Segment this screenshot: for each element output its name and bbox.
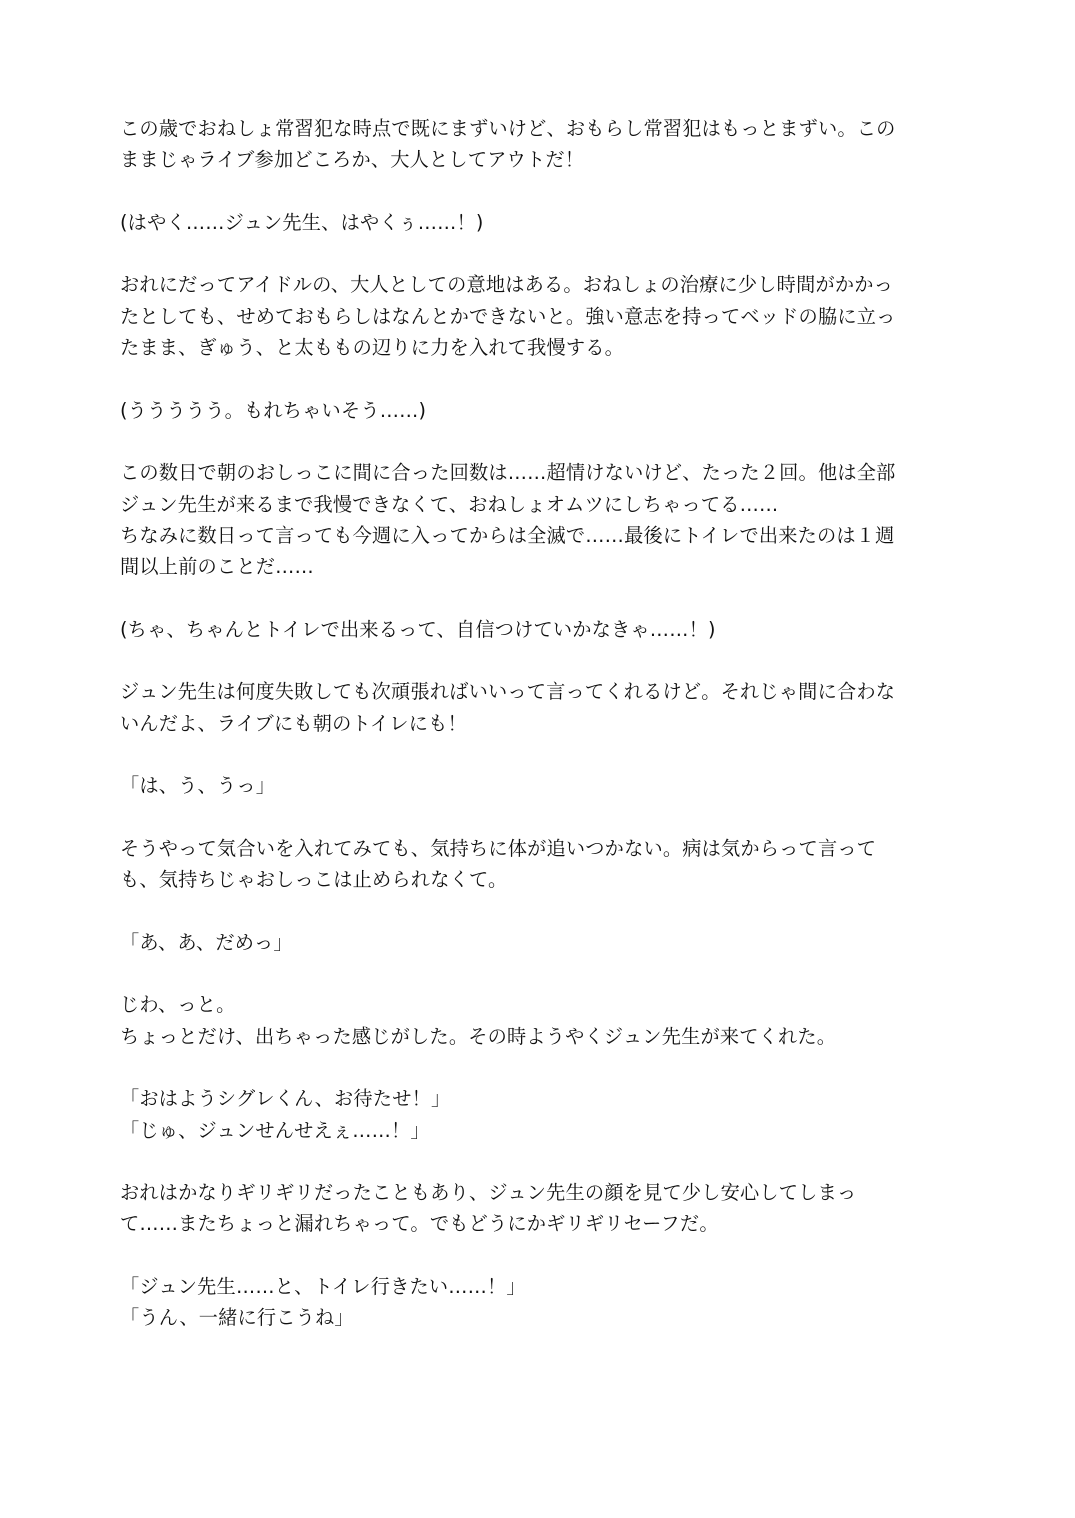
text-line: ジュン先生は何度失敗しても次頑張ればいいって言ってくれるけど。それじゃ間に合わな <box>120 680 896 704</box>
text-line: 「ジュン先生……と、トイレ行きたい……！」 <box>120 1274 526 1298</box>
text-line: て……またちょっと漏れちゃって。でもどうにかギリギリセーフだ。 <box>120 1212 719 1236</box>
paragraph-6 <box>120 614 980 645</box>
paragraph-8 <box>120 770 980 801</box>
text-line: 間以上前のことだ…… <box>120 555 314 579</box>
text-line: たまま、ぎゅう、と太ももの辺りに力を入れて我慢する。 <box>120 336 625 360</box>
paragraph-10 <box>120 927 980 958</box>
text-line: (ううううう。もれちゃいそう……) <box>120 398 427 422</box>
text-line: 「うん、一緒に行こうね」 <box>120 1306 354 1330</box>
document-page <box>120 113 980 1365</box>
text-line: おれにだってアイドルの、大人としての意地はある。おねしょの治療に少し時間がかかっ <box>120 273 894 297</box>
paragraph-9 <box>120 833 980 896</box>
text-line: じわ、っと。 <box>120 993 236 1017</box>
text-line: ちょっとだけ、出ちゃった感じがした。その時ようやくジュン先生が来てくれた。 <box>120 1024 837 1048</box>
paragraph-12 <box>120 1083 980 1146</box>
paragraph-7 <box>120 676 980 739</box>
paragraph-2 <box>120 207 980 238</box>
paragraph-5 <box>120 457 980 582</box>
text-line: (ちゃ、ちゃんとトイレで出来るって、自信つけていかなきゃ……！) <box>120 617 716 641</box>
text-line: 「あ、あ、だめっ」 <box>120 930 293 954</box>
text-line: (はやく……ジュン先生、はやくぅ……！) <box>120 210 484 234</box>
text-line: たとしても、せめておもらしはなんとかできないと。強い意志を持ってベッドの脇に立っ <box>120 304 896 328</box>
paragraph-4 <box>120 395 980 426</box>
paragraph-1 <box>120 113 980 176</box>
text-line: も、気持ちじゃおしっこは止められなくて。 <box>120 868 508 892</box>
text-line: ままじゃライブ参加どころか、大人としてアウトだ！ <box>120 148 585 172</box>
text-line: いんだよ、ライブにも朝のトイレにも！ <box>120 711 467 735</box>
text-line: 「は、う、うっ」 <box>120 774 276 798</box>
paragraph-13 <box>120 1177 980 1240</box>
paragraph-14 <box>120 1271 980 1334</box>
text-line: そうやって気合いを入れてみても、気持ちに体が追いつかない。病は気からって言って <box>120 836 877 860</box>
text-line: この歳でおねしょ常習犯な時点で既にまずいけど、おもらし常習犯はもっとまずい。この <box>120 117 896 140</box>
paragraph-3 <box>120 269 980 363</box>
text-line: ちなみに数日って言っても今週に入ってからは全滅で……最後にトイレで出来たのは１週 <box>120 523 895 547</box>
paragraph-11 <box>120 989 980 1052</box>
text-line: おれはかなりギリギリだったこともあり、ジュン先生の顔を見て少し安心してしまっ <box>120 1181 857 1205</box>
text-line: 「じゅ、ジュンせんせえぇ……！」 <box>120 1118 430 1142</box>
text-line: 「おはようシグレくん、お待たせ！」 <box>120 1087 451 1111</box>
text-line: ジュン先生が来るまで我慢できなくて、おねしょオムツにしちゃってる…… <box>120 492 779 516</box>
text-line: この数日で朝のおしっこに間に合った回数は……超情けないけど、たった２回。他は全部 <box>120 461 896 485</box>
